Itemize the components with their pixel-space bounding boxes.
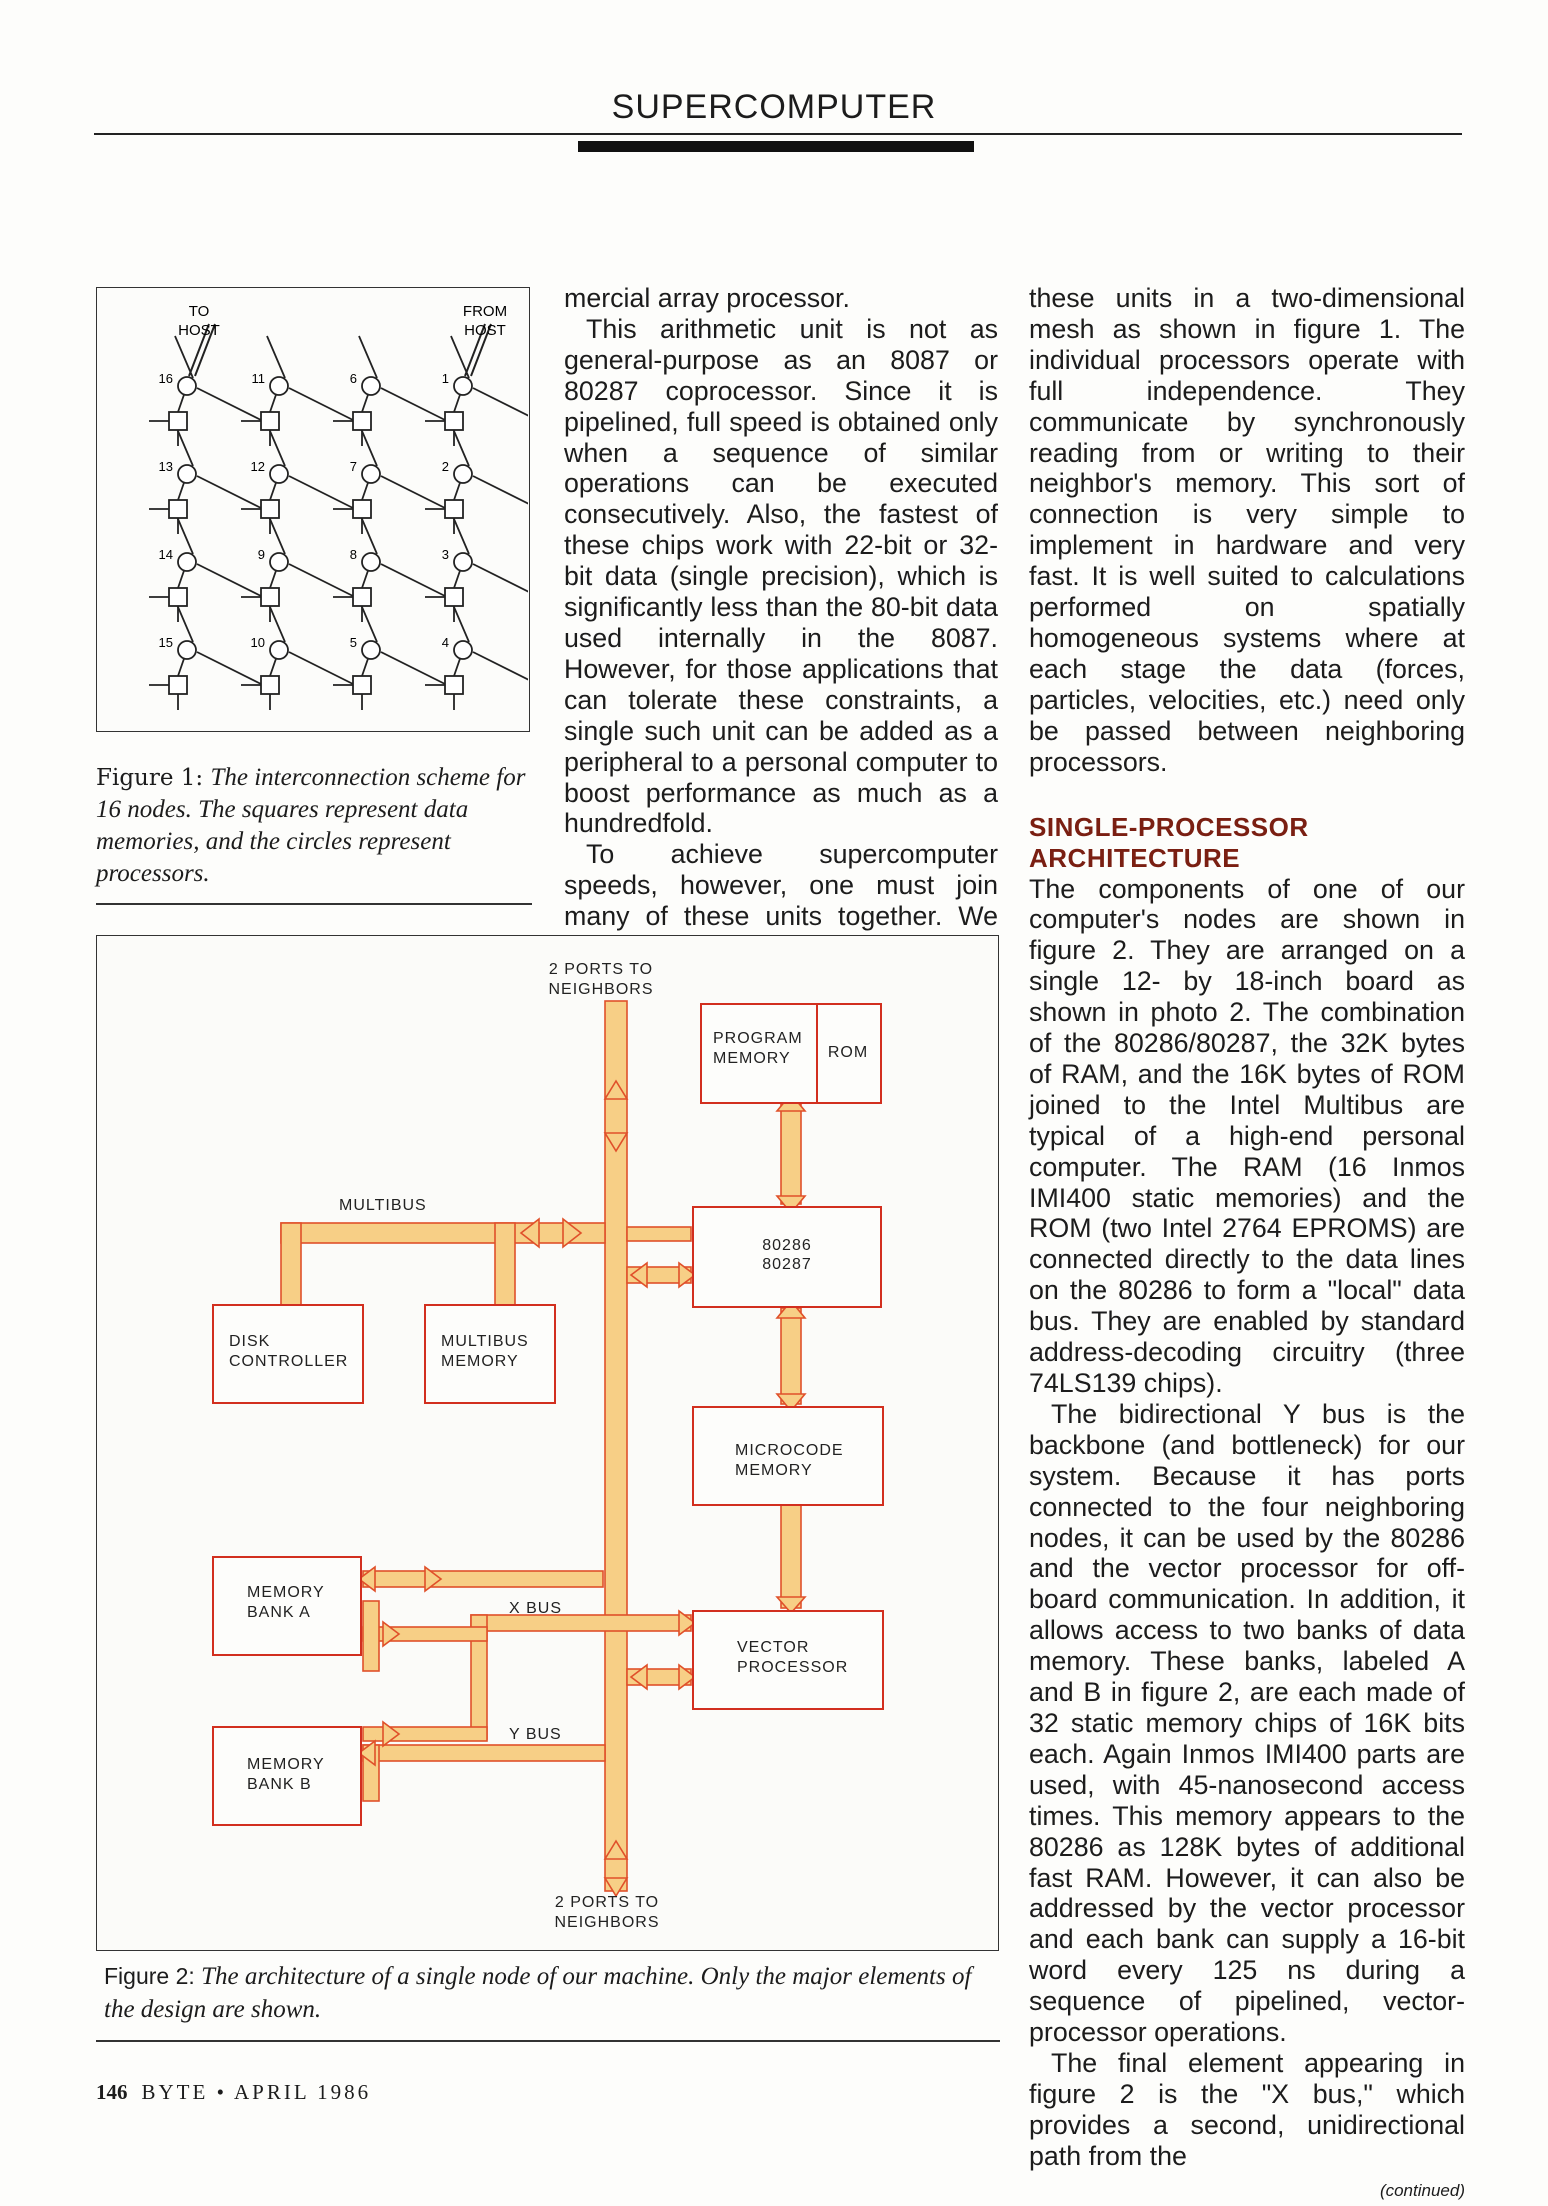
memory-square (261, 588, 279, 606)
mesh-link (289, 564, 353, 596)
x-bus-bank-b (363, 1727, 487, 1741)
memory-bank-b-label-2: BANK B (247, 1776, 312, 1793)
ports-bottom-label-2: NEIGHBORS (554, 1914, 660, 1931)
x-bus-line (471, 1615, 691, 1631)
body-column-2 (564, 283, 998, 963)
mesh-link (289, 652, 353, 684)
node-label: 10 (250, 635, 265, 650)
x-bus-bank-a (363, 1627, 487, 1641)
node-label: 16 (158, 371, 173, 386)
bank-a-stub (363, 1601, 379, 1671)
paragraph: The final element appearing in figure 2 is the "X bus," which provides a second, unidirectional path from the (1029, 2047, 1465, 2171)
paragraph: This arithmetic unit is not as general-purpose as an 8087 or 80287 coprocessor. Since it is pipelined, full speed is obtained only when a sequence of similar operations can be executed consecutively. Also, the fastest of these chips work with 22-bit or 32-bit data (single precision), which is significantly less than the 80-bit data used internally in the 8087. However, for those applications that can tolerate these constraints, a single such unit can be added as a peripheral to a personal computer to boost performance as much as a hundredfold. (564, 313, 998, 839)
memory-square (353, 588, 371, 606)
paragraph: mercial array processor. (564, 283, 850, 313)
disk-controller-label-2: CONTROLLER (229, 1353, 349, 1370)
processor-circle (362, 377, 380, 395)
multibus-horizontal (281, 1223, 605, 1243)
figure-2 (96, 935, 999, 1951)
arrow-right-icon (383, 1622, 399, 1646)
disk-controller-label-1: DISK (229, 1333, 271, 1350)
multibus-memory-label-1: MULTIBUS (441, 1333, 529, 1350)
node-label: 6 (349, 371, 357, 386)
paragraph: these units in a two-dimensional mesh as shown in figure 1. The individual processors operate with full independence. They communicate by synchronously reading from or writing to their neighbor's memory. This sort of connection is very simple to implement in hardware and very fast. It is well suited to calculations performed on spatially homogeneous systems where at each stage the data (forces, particles, velocities, etc.) need only be passed between neighboring processors. (1029, 283, 1465, 777)
section-heading (1029, 812, 1465, 874)
ports-bottom-label-1: 2 PORTS TO (554, 1894, 660, 1911)
mesh-link (289, 388, 353, 420)
mesh-link (473, 652, 528, 684)
figure-1-caption-prefix: Figure 1: (96, 765, 211, 791)
figure-2-caption (104, 1960, 994, 2026)
processor-circle (270, 465, 288, 483)
memory-square (261, 676, 279, 694)
page-number: 146 (96, 2080, 128, 2104)
memory-square (353, 676, 371, 694)
mesh-link (359, 336, 377, 378)
figure-2-caption-text: The architecture of a single node of our machine. Only the major elements of the design are shown. (104, 1963, 972, 2023)
memory-square (445, 588, 463, 606)
mesh-link (197, 564, 261, 596)
memory-square (169, 500, 187, 518)
figure-1 (96, 287, 530, 732)
ports-top-label-2: NEIGHBORS (548, 981, 654, 998)
node-label: 14 (158, 547, 173, 562)
mesh-link (381, 476, 445, 508)
figure-2-caption-prefix: Figure 2: (104, 1963, 202, 1989)
node-label: 13 (158, 459, 173, 474)
memory-bank-a-label-2: BANK A (247, 1604, 311, 1621)
mesh-link (197, 476, 261, 508)
processor-circle (270, 641, 288, 659)
processor-circle (362, 553, 380, 571)
microcode-memory-label-2: MEMORY (735, 1462, 813, 1479)
paragraph: The components of one of our computer's nodes are shown in figure 2. They are arranged on a single 12- by 18-inch board as shown in photo 2. The combination of the 80286/80287, the 32K bytes of RAM, and the 16K bytes of ROM joined to the Intel Multibus are typical of a high-end personal computer. The RAM (16 Inmos IMI400 static memories) and the ROM (two Intel 2764 EPROMS) are connected directly to the data lines on the 80286 to form a "local" data bus. They are enabled by standard address-decoding circuitry (three 74LS139 chips). (1029, 873, 1465, 1398)
program-memory-label-2: MEMORY (713, 1050, 791, 1067)
publication-line: BYTE • APRIL 1986 (141, 2080, 372, 2104)
cpu-link (627, 1227, 691, 1241)
mesh-link (381, 652, 445, 684)
node-label: 8 (349, 547, 357, 562)
continued-note: (continued) (1379, 2180, 1465, 2200)
processor-circle (178, 465, 196, 483)
node-label: 2 (441, 459, 449, 474)
body-column-3 (1029, 283, 1465, 2206)
processor-circle (454, 641, 472, 659)
y-bus-bank-a (363, 1571, 603, 1587)
node-label: 5 (349, 635, 357, 650)
figure-1-rule (96, 903, 532, 905)
mesh-link (197, 652, 261, 684)
header-bar (578, 141, 974, 152)
memory-square (445, 676, 463, 694)
header-rule (94, 133, 1462, 135)
node-label: 3 (441, 547, 449, 562)
to-host-label-1: TO (188, 303, 210, 320)
mesh-link (197, 388, 261, 420)
memory-square (353, 500, 371, 518)
processor-circle (178, 377, 196, 395)
multibus-drop-memory (495, 1223, 515, 1307)
arrow-right-icon (383, 1722, 399, 1746)
mesh-link (381, 564, 445, 596)
processor-circle (270, 377, 288, 395)
multibus-memory-label-2: MEMORY (441, 1353, 519, 1370)
processor-circle (178, 641, 196, 659)
cpu-label-1: 80286 (762, 1237, 812, 1254)
cpu-label-2: 80287 (762, 1256, 812, 1273)
memory-bank-a-label-1: MEMORY (247, 1584, 325, 1601)
memory-square (445, 500, 463, 518)
processor-circle (454, 377, 472, 395)
y-bus-label: Y BUS (509, 1726, 562, 1743)
x-bus-label: X BUS (509, 1600, 563, 1617)
memory-square (445, 412, 463, 430)
rom-label: ROM (827, 1044, 869, 1061)
mesh-link (381, 388, 445, 420)
mesh-link (175, 336, 193, 378)
from-host-label-2: HOST (464, 322, 506, 339)
figure-1-caption (96, 762, 536, 890)
section-heading-line-2: ARCHITECTURE (1029, 842, 1241, 873)
running-head: SUPERCOMPUTER (611, 88, 937, 126)
y-bus-line (363, 1745, 605, 1761)
memory-bank-b-label-1: MEMORY (247, 1756, 325, 1773)
processor-circle (362, 465, 380, 483)
mesh-link (451, 336, 469, 378)
mesh-link (473, 564, 528, 596)
multibus-label: MULTIBUS (339, 1197, 427, 1214)
program-memory-label-1: PROGRAM (713, 1030, 803, 1047)
node-label: 12 (250, 459, 265, 474)
memory-square (261, 412, 279, 430)
section-heading-line-1: SINGLE-PROCESSOR (1029, 811, 1309, 842)
node-label: 1 (441, 371, 449, 386)
processor-circle (178, 553, 196, 571)
ports-top-label-1: 2 PORTS TO (548, 961, 654, 978)
paragraph: The bidirectional Y bus is the backbone (and bottleneck) for our system. Because it has ports connected to the four neighboring nodes, it can be used by the 80286 and the vector processor for off-board communication. In addition, it allows access to two banks of data memory. These banks, labeled A and B in figure 2, are each made of 32 static memory chips of 16K bits each. Again Inmos IMI400 parts are used, with 45-nanosecond access times. This memory appears to the 80286 as 128K bytes of additional fast RAM. However, it can also be addressed by the vector processor and each bank can supply a 16-bit word every 125 ns during a sequence of pipelined, vector-processor operations. (1029, 1398, 1465, 2048)
processor-circle (362, 641, 380, 659)
architecture-diagram (97, 936, 997, 1949)
processor-circle (454, 465, 472, 483)
memory-square (261, 500, 279, 518)
footer-folio (96, 2080, 371, 2105)
node-label: 7 (349, 459, 357, 474)
node-label: 15 (158, 635, 173, 650)
memory-square (169, 588, 187, 606)
memory-square (169, 412, 187, 430)
mesh-diagram (97, 288, 528, 730)
processor-circle (454, 553, 472, 571)
figure-2-rule (96, 2040, 1000, 2042)
cpu-microcode-link (781, 1308, 801, 1404)
mesh-link (473, 476, 528, 508)
mesh-link (289, 476, 353, 508)
multibus-drop-disk (281, 1223, 301, 1307)
mesh-link (473, 388, 528, 420)
node-label: 4 (441, 635, 449, 650)
node-label: 11 (251, 371, 265, 386)
processor-circle (270, 553, 288, 571)
figure-1-caption-text: The interconnection scheme for 16 nodes. The squares represent data memories, and the circles represent processors. (96, 764, 526, 887)
memory-square (353, 412, 371, 430)
to-host-label-2: HOST (178, 322, 220, 339)
microcode-memory-label-1: MICROCODE (735, 1442, 844, 1459)
paragraph: To achieve supercomputer speeds, however, one must join many of these units together. We (564, 839, 998, 932)
memory-square (169, 676, 187, 694)
prog-cpu-link (781, 1104, 801, 1204)
vector-processor-label-1: VECTOR (737, 1639, 810, 1656)
vector-processor-label-2: PROCESSOR (737, 1659, 849, 1676)
microcode-vector-link (781, 1504, 801, 1608)
from-host-label-1: FROM (462, 303, 508, 320)
mesh-link (267, 336, 285, 378)
node-label: 9 (257, 547, 265, 562)
